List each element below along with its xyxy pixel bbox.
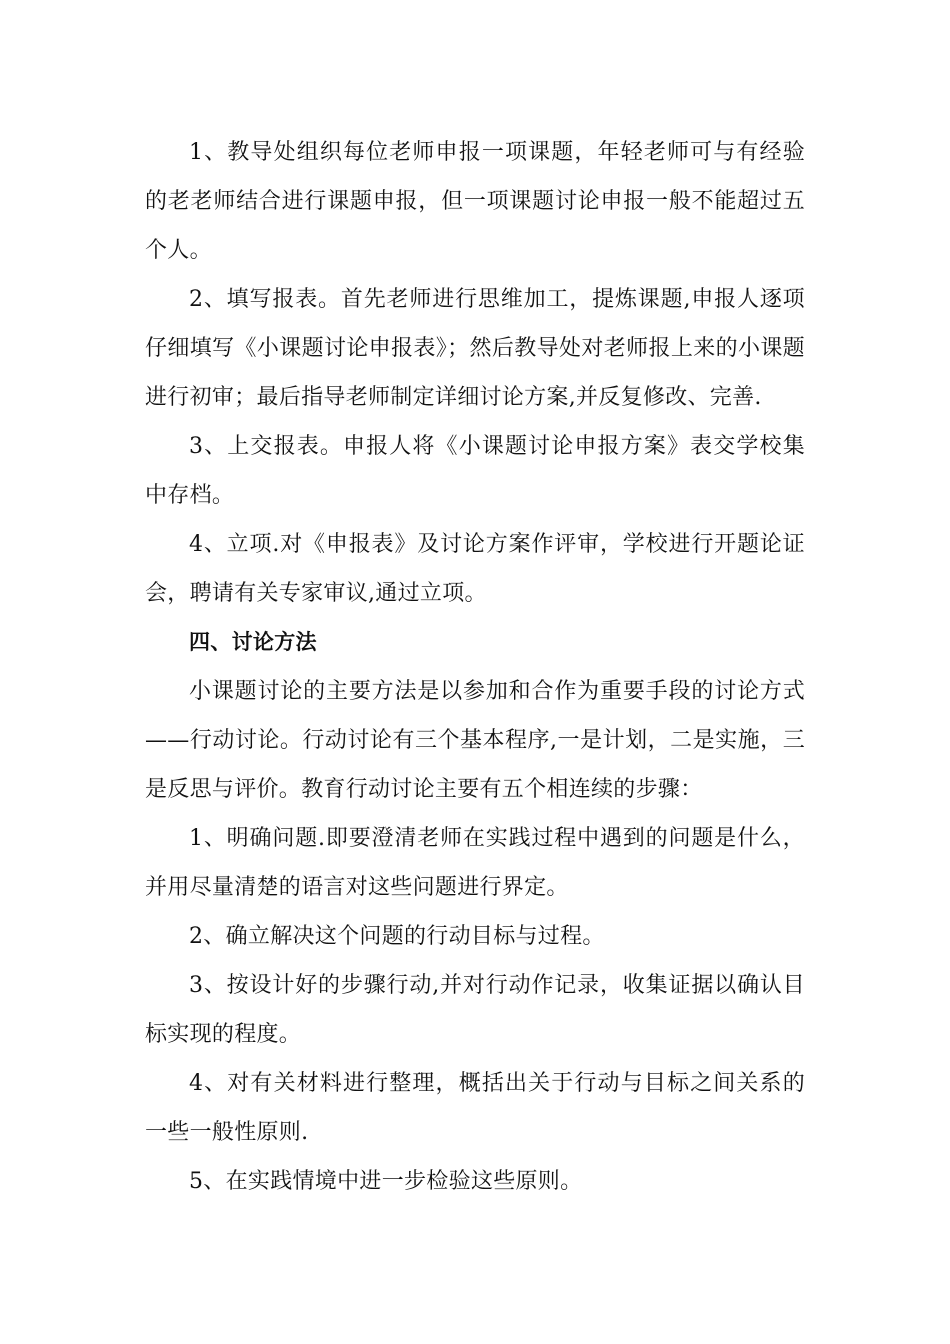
paragraph-step-3-submit: 3、上交报表。申报人将《小课题讨论申报方案》表交学校集中存档。 — [145, 434, 805, 508]
paragraph-method-step-2: 2、确立解决这个问题的行动目标与过程。 — [189, 924, 605, 949]
paragraph-step-2-fill-form: 2、填写报表。首先老师进行思维加工，提炼课题,申报人逐项仔细填写《小课题讨论申报表》；然后教导处对老师报上来的小课题进行初审；最后指导老师制定详细讨论方案,并反复修改、完善. — [145, 287, 805, 410]
paragraph-method-step-4: 4、对有关材料进行整理，概括出关于行动与目标之间关系的一些一般性原则. — [145, 1071, 805, 1145]
paragraph-method-step-1: 1、明确问题.即要澄清老师在实践过程中遇到的问题是什么，并用尽量清楚的语言对这些问题进行界定。 — [145, 826, 805, 900]
paragraph-method-intro: 小课题讨论的主要方法是以参加和合作为重要手段的讨论方式——行动讨论。行动讨论有三个基本程序,一是计划，二是实施，三是反思与评价。教育行动讨论主要有五个相连续的步骤： — [145, 679, 805, 802]
section-heading: 四、讨论方法 — [189, 630, 317, 654]
paragraph-method-step-5: 5、在实践情境中进一步检验这些原则。 — [189, 1169, 583, 1194]
document-body — [145, 128, 805, 1206]
paragraph-step-1-apply: 1、教导处组织每位老师申报一项课题，年轻老师可与有经验的老老师结合进行课题申报，但一项课题讨论申报一般不能超过五个人。 — [145, 140, 805, 263]
paragraph-step-4-approve: 4、立项.对《申报表》及讨论方案作评审，学校进行开题论证会，聘请有关专家审议,通过立项。 — [145, 532, 805, 606]
paragraph-method-step-3: 3、按设计好的步骤行动,并对行动作记录，收集证据以确认目标实现的程度。 — [145, 973, 805, 1047]
